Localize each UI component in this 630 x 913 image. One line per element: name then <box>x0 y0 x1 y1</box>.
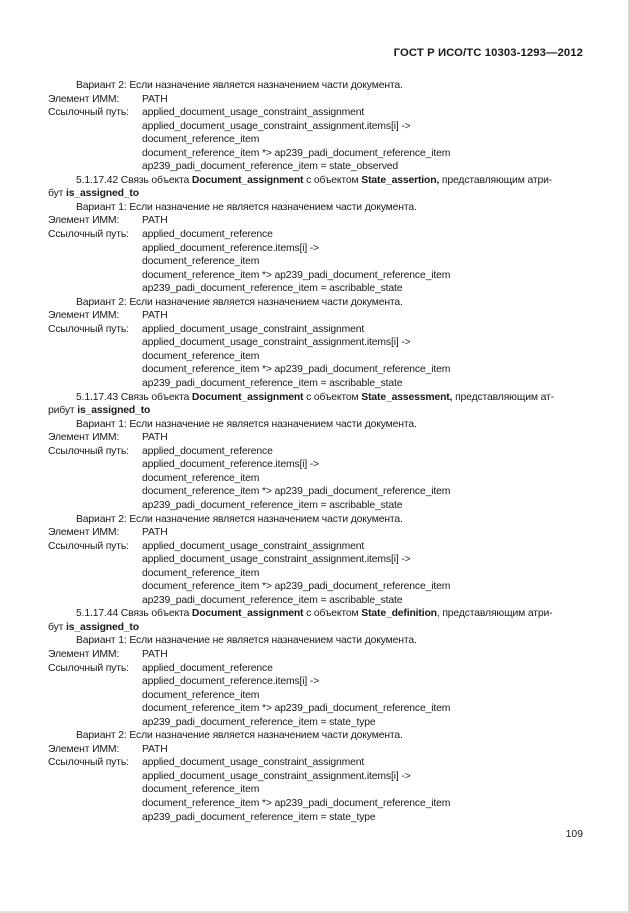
path-row: ap239_padi_document_reference_item = ascribable_state <box>142 499 403 511</box>
path-row: ap239_padi_document_reference_item = state_type <box>142 811 376 823</box>
page-number: 109 <box>565 829 583 840</box>
clause-text: , представляющим атри- <box>436 608 553 620</box>
path-line <box>48 106 588 120</box>
element-label: Элемент ИММ: <box>48 93 120 105</box>
path-row: applied_document_usage_constraint_assignment.items[i] -> <box>142 120 411 132</box>
element-line <box>48 743 588 757</box>
path-row: document_reference_item *> ap239_padi_document_reference_item <box>142 797 451 809</box>
element-value: PATH <box>142 527 168 539</box>
document-body <box>48 79 588 824</box>
path-row: applied_document_reference <box>142 229 273 241</box>
path-row: ap239_padi_document_reference_item = ascribable_state <box>142 378 403 390</box>
path-label: Ссылочный путь: <box>48 107 129 119</box>
path-row: applied_document_reference.items[i] -> <box>142 459 320 471</box>
element-value: PATH <box>142 648 168 660</box>
path-row: applied_document_usage_constraint_assignment <box>142 540 365 552</box>
clause-text: бут <box>48 188 66 200</box>
path-row: applied_document_reference.items[i] -> <box>142 676 320 688</box>
element-value: PATH <box>142 743 168 755</box>
path-row: ap239_padi_document_reference_item = state_type <box>142 716 376 728</box>
element-label: Элемент ИММ: <box>48 432 120 444</box>
path-row: document_reference_item *> ap239_padi_document_reference_item <box>142 703 451 715</box>
path-row: ap239_padi_document_reference_item = state_observed <box>142 161 399 173</box>
path-row: document_reference_item *> ap239_padi_document_reference_item <box>142 581 451 593</box>
element-label: Элемент ИММ: <box>48 215 120 227</box>
path-row: applied_document_usage_constraint_assignment.items[i] -> <box>142 770 411 782</box>
path-row: applied_document_reference <box>142 445 273 457</box>
path-row: document_reference_item <box>142 472 260 484</box>
path-row: applied_document_usage_constraint_assignment.items[i] -> <box>142 554 411 566</box>
target-entity-name: State_definition <box>361 608 437 620</box>
element-value: PATH <box>142 93 168 105</box>
path-row: applied_document_reference <box>142 662 273 674</box>
variant-2-heading: Вариант 2: Если назначение является назначением части документа. <box>76 730 403 742</box>
path-label: Ссылочный путь: <box>48 445 129 457</box>
clause-5-1-17-43-heading-cont <box>48 404 588 418</box>
attribute-name: is_assigned_to <box>65 621 139 633</box>
path-line <box>48 445 588 459</box>
path-row: document_reference_item *> ap239_padi_document_reference_item <box>142 486 451 498</box>
standard-header: ГОСТ Р ИСО/ТС 10303-1293—2012 <box>393 47 583 59</box>
path-label: Ссылочный путь: <box>48 662 129 674</box>
path-row: document_reference_item <box>142 350 260 362</box>
clause-5-1-17-44-heading <box>48 607 588 621</box>
path-label: Ссылочный путь: <box>48 757 129 769</box>
clause-5-1-17-44-heading-cont <box>48 621 588 635</box>
clause-number: 5.1.17.44 Связь объекта <box>76 608 192 620</box>
clause-text: представляющим ат- <box>452 391 554 403</box>
path-row: document_reference_item <box>142 689 260 701</box>
clause-number: 5.1.17.43 Связь объекта <box>76 391 192 403</box>
clause-text: с объектом <box>303 391 362 403</box>
clause-text: представляющим атри- <box>439 174 553 186</box>
path-row: document_reference_item *> ap239_padi_document_reference_item <box>142 147 451 159</box>
variant-2-heading: Вариант 2: Если назначение является назначением части документа. <box>76 296 403 308</box>
path-row: ap239_padi_document_reference_item = ascribable_state <box>142 283 403 295</box>
path-row: document_reference_item <box>142 567 260 579</box>
element-value: PATH <box>142 432 168 444</box>
target-entity-name: State_assertion, <box>361 174 440 186</box>
variant-2-heading: Вариант 2: Если назначение является назначением части документа. <box>76 513 403 525</box>
target-entity-name: State_assessment, <box>361 391 453 403</box>
path-line <box>48 323 588 337</box>
path-row: applied_document_usage_constraint_assignment <box>142 107 365 119</box>
path-row: document_reference_item <box>142 784 260 796</box>
element-label: Элемент ИММ: <box>48 743 120 755</box>
element-line <box>48 431 588 445</box>
path-row: applied_document_usage_constraint_assignment.items[i] -> <box>142 337 411 349</box>
element-line <box>48 309 588 323</box>
variant-1-heading: Вариант 1: Если назначение не является назначением части документа. <box>76 201 417 213</box>
variant-2-heading: Вариант 2: Если назначение является назначением части документа. <box>76 80 403 91</box>
clause-5-1-17-42-heading <box>48 174 588 188</box>
path-row: document_reference_item <box>142 134 260 146</box>
path-line <box>48 756 588 770</box>
path-row: document_reference_item *> ap239_padi_document_reference_item <box>142 269 451 281</box>
entity-name: Document_assignment <box>191 608 304 620</box>
attribute-name: is_assigned_to <box>77 405 151 417</box>
clause-text: бут <box>48 621 66 633</box>
path-label: Ссылочный путь: <box>48 229 129 241</box>
path-line <box>48 228 588 242</box>
element-line <box>48 214 588 228</box>
element-value: PATH <box>142 215 168 227</box>
element-line <box>48 526 588 540</box>
path-line <box>48 540 588 554</box>
clause-text: с объектом <box>303 174 362 186</box>
path-row: applied_document_usage_constraint_assignment <box>142 323 365 335</box>
clause-text: рибут <box>48 405 78 417</box>
element-label: Элемент ИММ: <box>48 310 120 322</box>
path-line <box>48 662 588 676</box>
clause-5-1-17-43-heading <box>48 391 588 405</box>
clause-text: с объектом <box>303 608 362 620</box>
path-row: applied_document_usage_constraint_assignment <box>142 757 365 769</box>
element-line <box>48 648 588 662</box>
path-row: document_reference_item *> ap239_padi_document_reference_item <box>142 364 451 376</box>
clause-5-1-17-42-heading-cont <box>48 187 588 201</box>
attribute-name: is_assigned_to <box>65 188 139 200</box>
entity-name: Document_assignment <box>191 174 304 186</box>
path-row: document_reference_item <box>142 256 260 268</box>
path-label: Ссылочный путь: <box>48 323 129 335</box>
element-line <box>48 93 588 107</box>
path-row: applied_document_reference.items[i] -> <box>142 242 320 254</box>
path-row: ap239_padi_document_reference_item = ascribable_state <box>142 594 403 606</box>
path-label: Ссылочный путь: <box>48 540 129 552</box>
clause-number: 5.1.17.42 Связь объекта <box>76 174 192 186</box>
element-value: PATH <box>142 310 168 322</box>
entity-name: Document_assignment <box>191 391 304 403</box>
element-label: Элемент ИММ: <box>48 527 120 539</box>
element-label: Элемент ИММ: <box>48 648 120 660</box>
variant-1-heading: Вариант 1: Если назначение не является назначением части документа. <box>76 635 417 647</box>
variant-1-heading: Вариант 1: Если назначение не является назначением части документа. <box>76 418 417 430</box>
